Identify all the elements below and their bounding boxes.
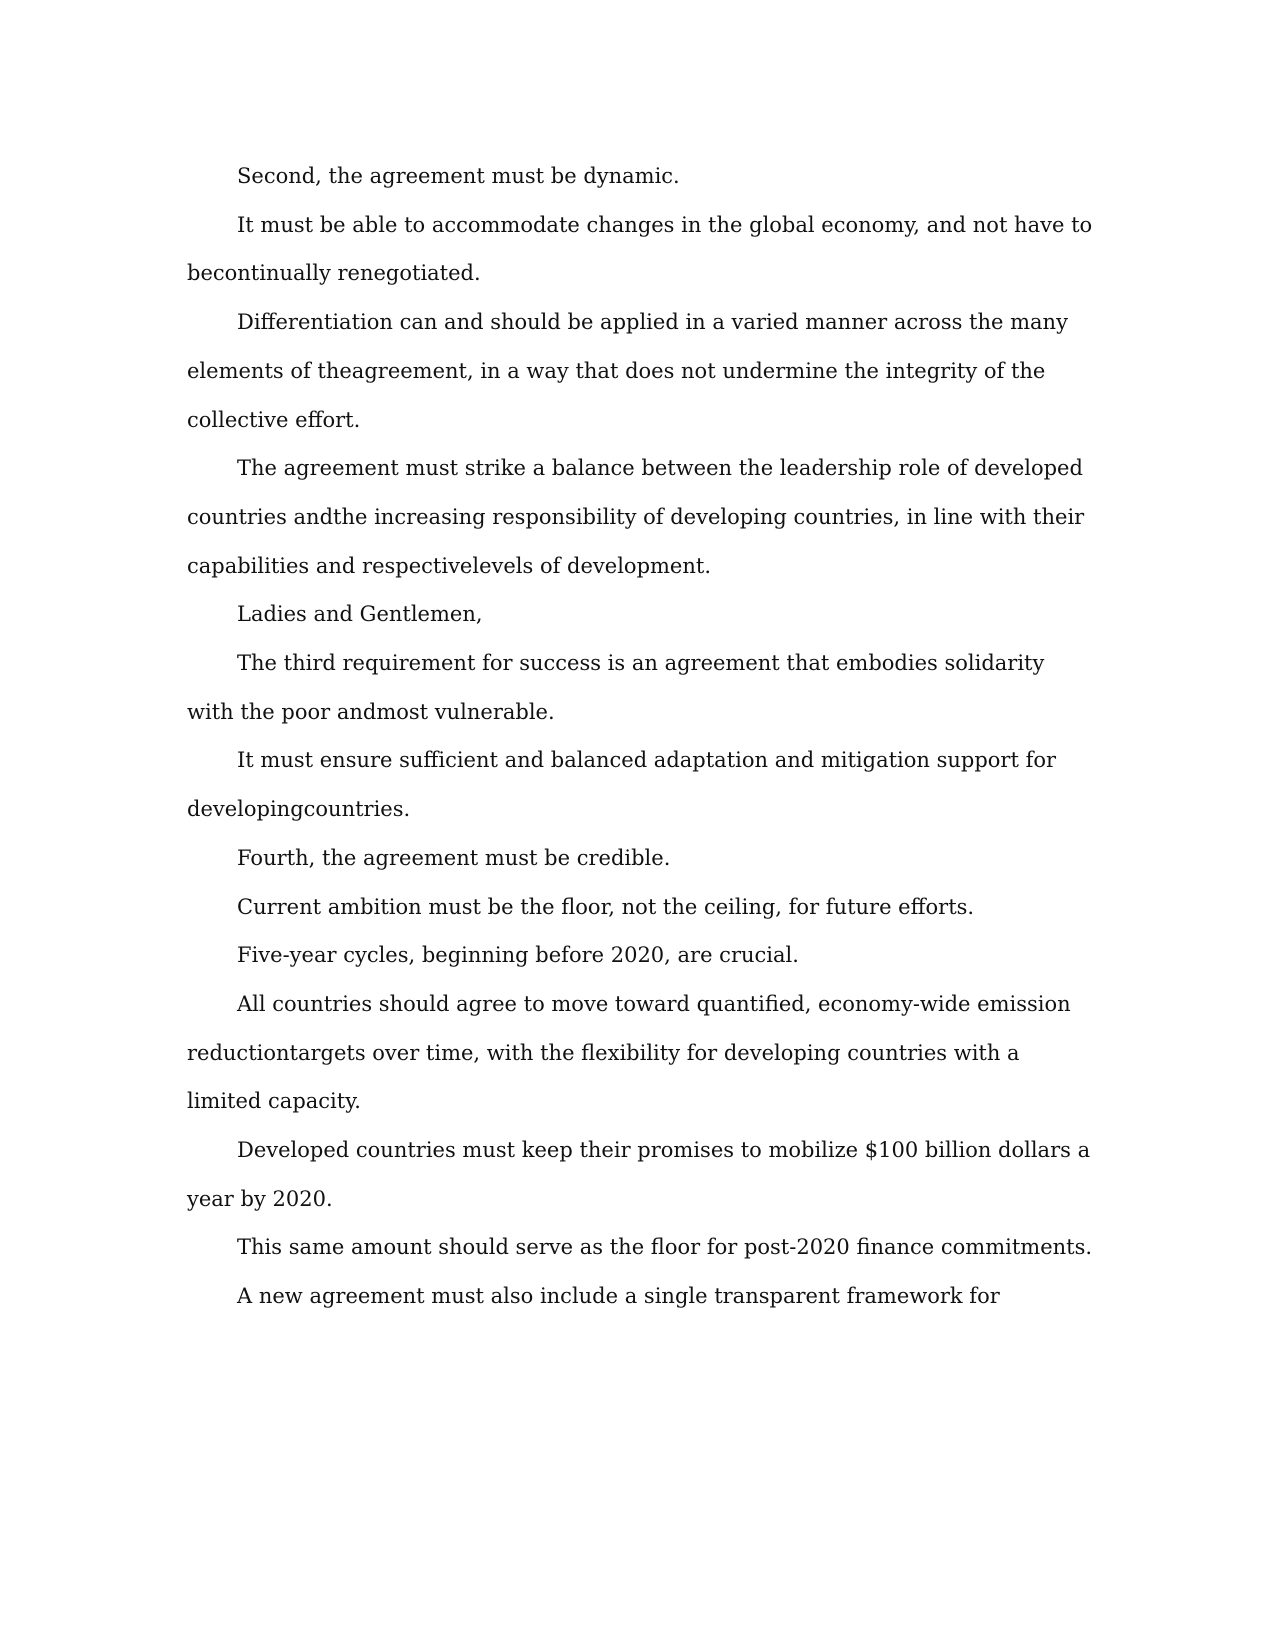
paragraph-finance-promises: Developed countries must keep their promises to mobilize $100 billion dollars a year by 2020. <box>187 1138 1091 1211</box>
paragraph-balance: The agreement must strike a balance between the leadership role of developed countries andthe increasing responsibility of developing countries, in line with their capabilities and respectivelevels of development. <box>187 456 1085 578</box>
paragraph-support: It must ensure sufficient and balanced adaptation and mitigation support for developingcountries. <box>187 748 1057 822</box>
paragraph-five-year-cycles: Five-year cycles, beginning before 2020, are crucial. <box>237 943 799 968</box>
paragraph-transparent-framework: A new agreement must also include a single transparent framework for <box>237 1284 1000 1309</box>
paragraph-emission-targets: All countries should agree to move toward quantified, economy-wide emission reductiontargets over time, with the flexibility for developing countries with a limited capacity. <box>187 991 1071 1114</box>
paragraph-differentiation: Differentiation can and should be applied in a varied manner across the many elements of theagreement, in a way that does not undermine the integrity of the collective effort. <box>187 310 1068 432</box>
paragraph-finance-floor: This same amount should serve as the floor for post-2020 finance commitments. <box>237 1235 1093 1260</box>
paragraph-accommodate-changes: It must be able to accommodate changes in the global economy, and not have to becontinually renegotiated. <box>187 212 1093 286</box>
paragraph-dynamic: Second, the agreement must be dynamic. <box>237 164 680 188</box>
paragraph-credible: Fourth, the agreement must be credible. <box>237 845 671 870</box>
document-body <box>187 152 1097 1321</box>
paragraph-third-requirement: The third requirement for success is an agreement that embodies solidarity with the poor andmost vulnerable. <box>187 651 1045 724</box>
paragraph-ambition: Current ambition must be the floor, not the ceiling, for future efforts. <box>237 894 975 919</box>
paragraph-salutation: Ladies and Gentlemen, <box>237 602 483 627</box>
